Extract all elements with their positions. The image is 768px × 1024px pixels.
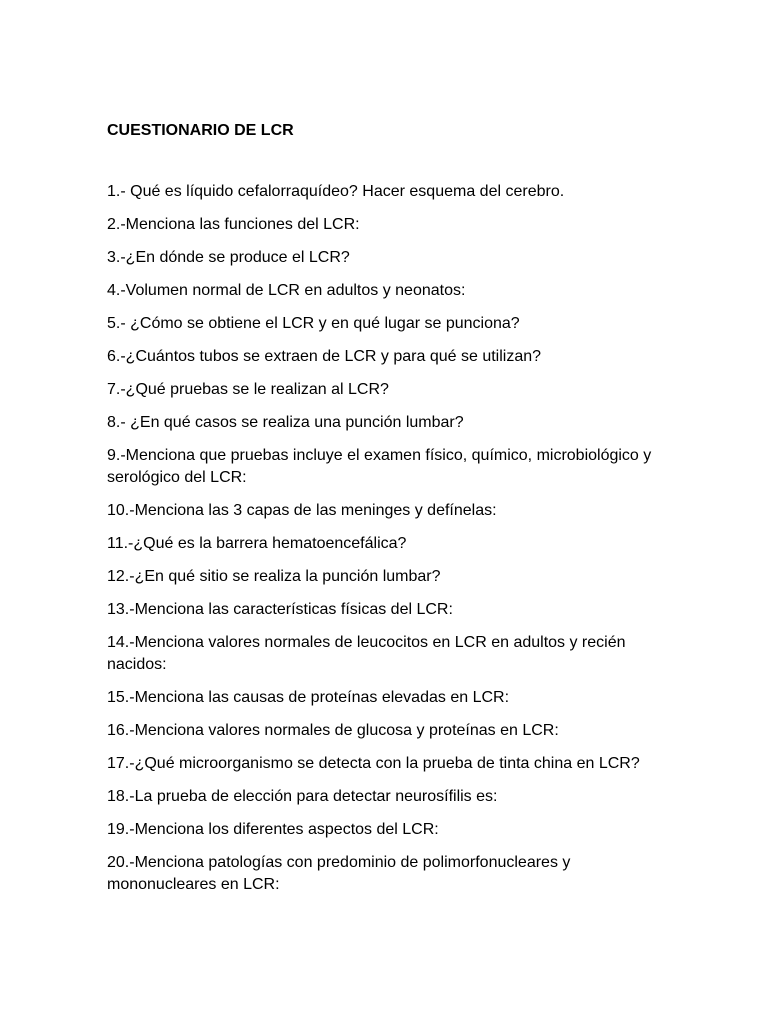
question-item: 18.-La prueba de elección para detectar neurosífilis es: bbox=[107, 788, 498, 805]
question-item: 10.-Menciona las 3 capas de las meninges y defínelas: bbox=[107, 502, 497, 519]
question-item: 16.-Menciona valores normales de glucosa y proteínas en LCR: bbox=[107, 722, 559, 739]
question-item: 11.-¿Qué es la barrera hematoencefálica? bbox=[107, 535, 407, 552]
question-list bbox=[107, 181, 667, 896]
question-item: 14.-Menciona valores normales de leucocitos en LCR en adultos y recién nacidos: bbox=[107, 634, 626, 673]
question-item: 1.- Qué es líquido cefalorraquídeo? Hacer esquema del cerebro. bbox=[107, 183, 565, 200]
question-item: 4.-Volumen normal de LCR en adultos y neonatos: bbox=[107, 282, 466, 299]
question-item: 17.-¿Qué microorganismo se detecta con la prueba de tinta china en LCR? bbox=[107, 755, 640, 772]
question-item: 19.-Menciona los diferentes aspectos del LCR: bbox=[107, 821, 439, 838]
document-page bbox=[107, 121, 667, 907]
question-item: 5.- ¿Cómo se obtiene el LCR y en qué lugar se punciona? bbox=[107, 315, 520, 332]
document-title: CUESTIONARIO DE LCR bbox=[107, 122, 294, 139]
question-item: 2.-Menciona las funciones del LCR: bbox=[107, 216, 360, 233]
question-item: 13.-Menciona las características físicas del LCR: bbox=[107, 601, 453, 618]
question-item: 6.-¿Cuántos tubos se extraen de LCR y para qué se utilizan? bbox=[107, 348, 542, 365]
question-item: 9.-Menciona que pruebas incluye el examen físico, químico, microbiológico y serológico del LCR: bbox=[107, 447, 652, 486]
question-item: 3.-¿En dónde se produce el LCR? bbox=[107, 249, 350, 266]
question-item: 15.-Menciona las causas de proteínas elevadas en LCR: bbox=[107, 689, 510, 706]
question-item: 20.-Menciona patologías con predominio de polimorfonucleares y mononucleares en LCR: bbox=[107, 854, 571, 893]
question-item: 8.- ¿En qué casos se realiza una punción lumbar? bbox=[107, 414, 464, 431]
question-item: 12.-¿En qué sitio se realiza la punción lumbar? bbox=[107, 568, 441, 585]
question-item: 7.-¿Qué pruebas se le realizan al LCR? bbox=[107, 381, 389, 398]
